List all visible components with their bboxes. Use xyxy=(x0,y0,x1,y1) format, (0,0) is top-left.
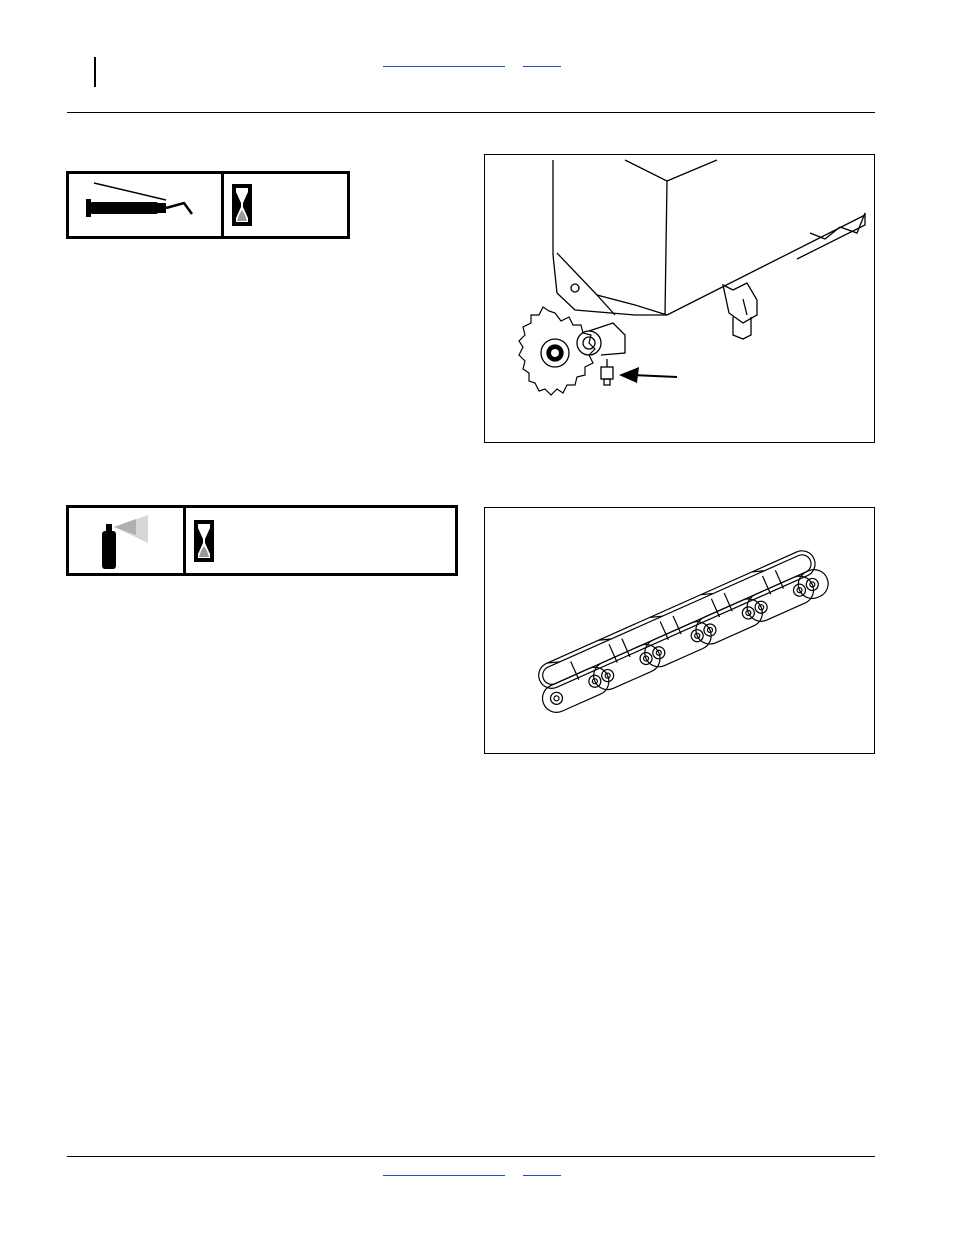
margin-bar xyxy=(94,57,96,87)
header-link-page[interactable] xyxy=(523,66,561,67)
lube-interval-box-spray xyxy=(66,505,458,576)
header-rule xyxy=(67,112,875,113)
spray-can-icon xyxy=(96,513,156,569)
roller-chain-illustration xyxy=(485,508,874,753)
tool-cell xyxy=(69,508,183,573)
figure-roller-chain xyxy=(484,507,875,754)
interval-cell xyxy=(221,174,347,236)
header-link-manual[interactable] xyxy=(383,66,505,67)
hourglass-icon xyxy=(194,520,214,562)
hourglass-icon xyxy=(232,184,252,226)
footer-link-manual[interactable] xyxy=(383,1175,505,1176)
sprocket-illustration xyxy=(485,155,874,442)
footer-rule xyxy=(67,1156,875,1157)
callout-arrow-icon xyxy=(619,367,677,383)
grease-gun-icon xyxy=(80,180,210,230)
lube-interval-box-grease xyxy=(66,171,350,239)
interval-cell xyxy=(183,508,455,573)
footer-link-page[interactable] xyxy=(523,1175,561,1176)
tool-cell xyxy=(69,174,221,236)
figure-sprocket-grease-fitting xyxy=(484,154,875,443)
